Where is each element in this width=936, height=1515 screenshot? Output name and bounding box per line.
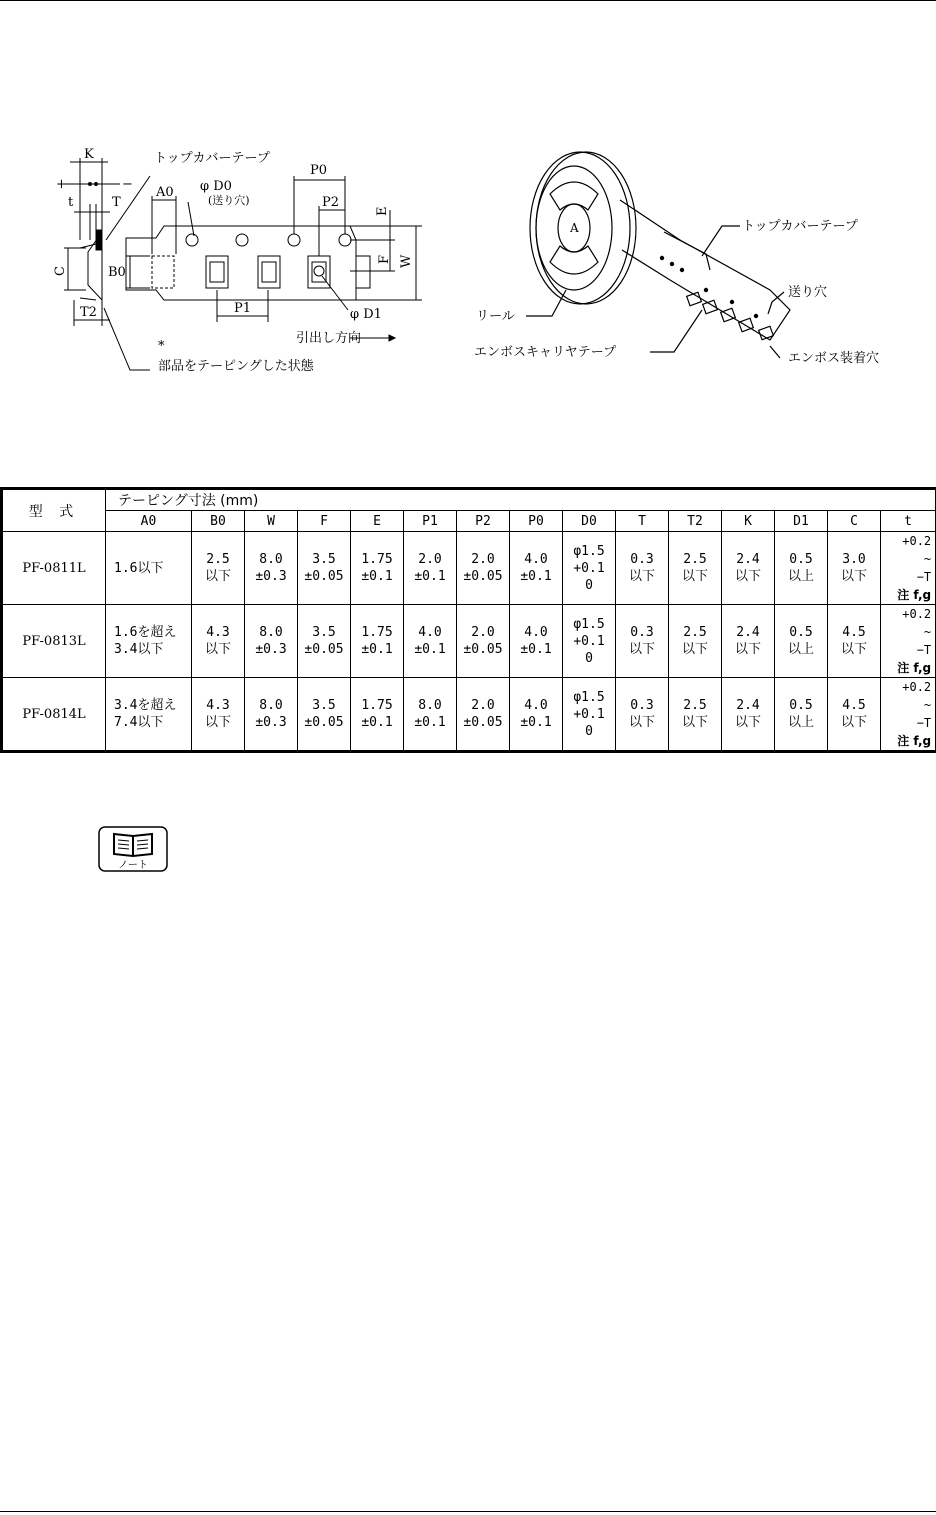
cell-line: 3.0 [842,552,866,567]
cell-line: 4.0 [524,698,548,713]
cell-line: −T [916,643,932,657]
cell-line: 2.4 [736,552,760,567]
col-header-p0: P0 [510,511,563,532]
cell-t [616,605,669,678]
cell-line: 2.0 [471,698,495,713]
label-taped-state: 部品をテーピングした状態 [158,359,314,374]
model-header: 型 式 [2,489,106,532]
col-header-d0: D0 [563,511,616,532]
cell-k [722,678,775,752]
cell-line: ±0.1 [361,569,393,584]
cell-line: ±0.1 [414,642,446,657]
cell-line: 0 [585,650,593,666]
label-minus: − [122,177,133,192]
cell-k [722,605,775,678]
cell-line: 4.0 [418,625,442,640]
label-reel: リール [476,309,515,324]
label-direction: 引出し方向 [296,331,362,346]
cell-line: 以下 [204,642,231,657]
cell-t2 [669,678,722,752]
header-rule [0,0,936,1]
cell-k [722,532,775,605]
cell-line: 0.5 [789,625,813,640]
cell-line: 0.3 [630,698,654,713]
col-header-t2: T2 [669,511,722,532]
cell-line: 0 [585,577,593,593]
cell-e [351,678,404,752]
cell-d1 [775,678,828,752]
cell-line: 以下 [681,642,708,657]
cell-line: ±0.05 [304,569,344,584]
reel-diagram [470,140,930,380]
table-row [2,532,936,605]
cell-line: −T [916,716,932,730]
label-W: W [399,254,414,268]
cell-d1 [775,532,828,605]
cell-line: ±0.3 [255,715,287,730]
cell-line: ±0.3 [255,642,287,657]
cell-line: 以下 [840,715,867,730]
cell-p0 [510,678,563,752]
col-header-k: K [722,511,775,532]
cell-line: 8.0 [259,625,283,640]
label-B0: B0 [108,265,126,280]
cell-line: ±0.1 [361,715,393,730]
cell-b0 [192,605,245,678]
cell-line: 4.3 [206,625,230,640]
cell-p0 [510,532,563,605]
cell-line: 3.5 [312,552,336,567]
cell-line: 2.4 [736,698,760,713]
cell-line: 2.5 [206,552,230,567]
cell-line: −T [916,570,932,584]
col-header-d1: D1 [775,511,828,532]
cell-line: ~ [923,625,932,639]
col-header-a0: A0 [106,511,192,532]
col-header-e: E [351,511,404,532]
cell-line: ±0.1 [520,715,552,730]
cell-line: 0.5 [789,698,813,713]
cell-t2 [669,532,722,605]
col-header-c: C [828,511,881,532]
cell-line: 以下 [840,642,867,657]
cell-line: ±0.05 [304,642,344,657]
cell-p2 [457,605,510,678]
cell-line: 以上 [787,569,814,584]
cell-line: 以下 [628,715,655,730]
label-asterisk: * [158,339,165,354]
cell-line: φ1.5 [573,543,605,559]
cell-line: 1.75 [361,552,393,567]
cell-e [351,532,404,605]
cell-c [828,532,881,605]
col-header-t: T [616,511,669,532]
cell-line: 0.3 [630,625,654,640]
cell-line: φ1.5 [573,689,605,705]
col-header-p1: P1 [404,511,457,532]
label-P1: P1 [234,301,252,316]
cell-line: 4.0 [524,552,548,567]
cell-line: 以下 [734,642,761,657]
cell-line: 0.3 [630,552,654,567]
reel-mark: A [570,221,579,235]
cell-p2 [457,532,510,605]
label-phiD0: φ D0 [200,179,232,194]
cell-t2 [669,605,722,678]
cell-p1 [404,605,457,678]
cell-line: +0.2 [902,607,932,621]
cell-line: 4.0 [524,625,548,640]
cell-line: 以下 [681,569,708,584]
cell-line: ±0.1 [414,715,446,730]
cell-line: 8.0 [259,698,283,713]
cell-line: ±0.1 [520,642,552,657]
cell-line: 1.6以下 [114,560,164,576]
model-cell: PF-0813L [2,605,106,678]
cell-line: 4.5 [842,625,866,640]
cell-line: +0.2 [902,534,932,548]
cell-a0 [106,605,192,678]
label-P0: P0 [310,163,328,178]
cell-p1 [404,532,457,605]
cell-t [881,532,936,605]
cell-p0 [510,605,563,678]
cell-line: ±0.05 [463,715,503,730]
label-phiD1: φ D1 [350,307,382,322]
cell-line: 2.0 [471,552,495,567]
cell-b0 [192,532,245,605]
cell-e [351,605,404,678]
cell-t [881,605,936,678]
cell-w [245,678,298,752]
cell-line: 以下 [734,569,761,584]
cell-p2 [457,678,510,752]
cell-t [616,532,669,605]
cell-line: ±0.3 [255,569,287,584]
taping-dimension-header: テーピング寸法 (mm) [106,489,936,511]
taping-dimension-table [0,487,936,753]
label-top-cover-left: トップカバーテープ [154,151,270,166]
label-feed-hole-right: 送り穴 [788,285,828,300]
label-t: t [68,195,74,210]
cell-line: 注 f,g [897,661,932,675]
col-header-b0: B0 [192,511,245,532]
label-carrier-tape: エンボスキャリヤテープ [474,345,617,360]
cell-t [616,678,669,752]
cell-w [245,605,298,678]
cell-d0 [563,678,616,752]
cell-line: 2.4 [736,625,760,640]
cell-f [298,605,351,678]
table-row [2,678,936,752]
cell-line: 7.4以下 [114,715,164,730]
cell-line: +0.2 [902,680,932,694]
cell-line: 2.5 [683,552,707,567]
cell-line: 2.0 [418,552,442,567]
cell-line: ±0.05 [463,642,503,657]
cell-line: 3.4以下 [114,642,164,657]
cell-line: 注 f,g [897,588,932,602]
cell-line: 以下 [840,569,867,584]
cell-b0 [192,678,245,752]
cell-line: 以下 [628,569,655,584]
cell-line: ±0.05 [304,715,344,730]
cell-p1 [404,678,457,752]
cell-f [298,678,351,752]
label-F: F [377,254,392,264]
col-header-w: W [245,511,298,532]
cell-line: 2.5 [683,698,707,713]
cell-line: +0.1 [573,706,605,722]
model-cell: PF-0811L [2,532,106,605]
label-P2: P2 [322,195,340,210]
cell-line: 1.75 [361,698,393,713]
cell-line: 注 f,g [897,734,932,748]
footer-rule [0,1511,936,1512]
cell-line: ±0.1 [361,642,393,657]
table-row [2,605,936,678]
cell-line: 3.5 [312,698,336,713]
tape-dimension-diagram [50,140,430,380]
cell-line: 以下 [628,642,655,657]
cell-t [881,678,936,752]
cell-line: 4.3 [206,698,230,713]
cell-c [828,678,881,752]
cell-line: 以上 [787,715,814,730]
note-label: ノート [118,860,148,871]
cell-a0 [106,532,192,605]
cell-line: 3.5 [312,625,336,640]
label-plus: + [56,177,67,192]
label-feed-hole: (送り穴) [208,194,250,207]
cell-d0 [563,532,616,605]
cell-line: 8.0 [418,698,442,713]
cell-line: 4.5 [842,698,866,713]
cell-line: 2.0 [471,625,495,640]
cell-line: 8.0 [259,552,283,567]
label-E: E [375,206,390,216]
label-A0: A0 [156,185,174,200]
cell-line: 2.5 [683,625,707,640]
cell-line: +0.1 [573,633,605,649]
label-T2: T2 [80,305,97,320]
cell-line: φ1.5 [573,616,605,632]
cell-line: ~ [923,698,932,712]
label-T: T [112,195,121,210]
cell-line: ±0.1 [414,569,446,584]
note-book-icon [98,826,168,872]
cell-line: 3.4を超え [114,698,177,713]
cell-line: 以上 [787,642,814,657]
cell-line: ~ [923,552,932,566]
label-emboss-hole: エンボス装着穴 [788,351,880,366]
cell-line: ±0.1 [520,569,552,584]
col-header-t: t [881,511,936,532]
cell-line: 以下 [734,715,761,730]
cell-c [828,605,881,678]
cell-line: 1.75 [361,625,393,640]
col-header-p2: P2 [457,511,510,532]
cell-a0 [106,678,192,752]
col-header-f: F [298,511,351,532]
cell-f [298,532,351,605]
cell-line: 1.6を超え [114,625,177,640]
cell-line: ±0.05 [463,569,503,584]
cell-d1 [775,605,828,678]
cell-d0 [563,605,616,678]
cell-line: 0 [585,723,593,739]
cell-line: 0.5 [789,552,813,567]
label-C: C [53,266,68,276]
cell-line: 以下 [681,715,708,730]
label-top-cover-right: トップカバーテープ [742,219,858,234]
label-K: K [84,147,94,162]
model-cell: PF-0814L [2,678,106,752]
cell-w [245,532,298,605]
cell-line: 以下 [204,569,231,584]
cell-line: 以下 [204,715,231,730]
cell-line: +0.1 [573,560,605,576]
